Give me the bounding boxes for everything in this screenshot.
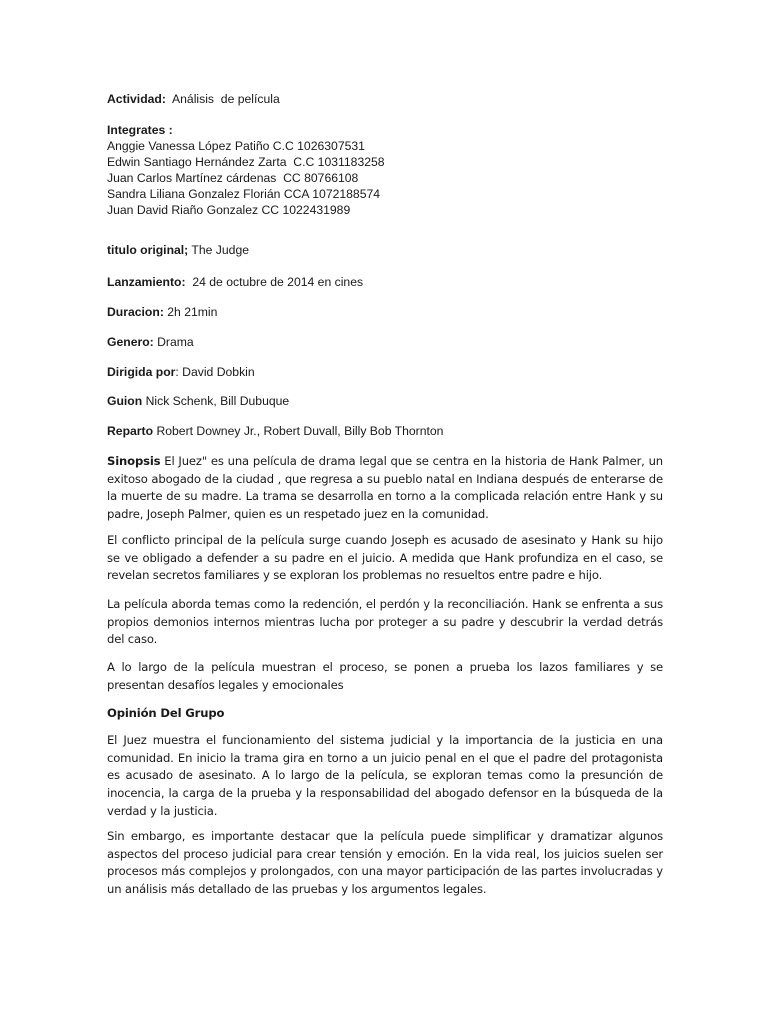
dirigida-line [107, 364, 663, 380]
reparto-label: Reparto [107, 424, 154, 438]
genero-label: Genero: [107, 335, 154, 349]
member-item: Anggie Vanessa López Patiño C.C 1026307531 [107, 139, 365, 153]
lanzamiento-value: 24 de octubre de 2014 en cines [185, 275, 364, 289]
duracion-value: 2h 21min [163, 305, 218, 319]
integrantes-section [107, 122, 663, 218]
actividad-label: Actividad: [107, 92, 166, 106]
titulo-value: The Judge [188, 243, 250, 257]
guion-label: Guion [107, 394, 143, 408]
lanzamiento-line [107, 274, 663, 290]
sinopsis-label: Sinopsis [107, 454, 161, 468]
titulo-line [107, 242, 663, 258]
opinion-paragraph-1: El Juez muestra el funcionamiento del sistema judicial y la importancia de la justicia en una comunidad. En inicio la trama gira en torno a un juicio penal en el que el padre del protagonista es acusado de asesinato. A lo largo de la película, se exploran temas como la presunción de inocencia, la carga de la prueba y la responsabilidad del abogado defensor en la búsqueda de la verdad y la justicia. [107, 733, 663, 818]
reparto-line [107, 423, 663, 439]
guion-value: Nick Schenk, Bill Dubuque [142, 394, 290, 408]
reparto-value: Robert Downey Jr., Robert Duvall, Billy Bob Thornton [153, 424, 444, 438]
sinopsis-paragraph [107, 453, 663, 524]
sinopsis-paragraph-3: La película aborda temas como la redención, el perdón y la reconciliación. Hank se enfrenta a sus propios demonios internos mientras lucha por proteger a su padre y descubrir la verdad detrás del caso. [107, 597, 663, 647]
dirigida-value: : David Dobkin [175, 365, 255, 379]
dirigida-label: Dirigida por [107, 365, 176, 379]
sinopsis-paragraph-2: El conflicto principal de la película surge cuando Joseph es acusado de asesinato y Hank su hijo se ve obligado a defender a su padre en el juicio. A medida que Hank profundiza en el caso, se revelan secretos familiares y se exploran los problemas no resueltos entre padre e hijo. [107, 533, 663, 583]
actividad-line [107, 91, 663, 107]
sinopsis-paragraph-4: A lo largo de la película muestran el proceso, se ponen a prueba los lazos familiares y se presentan desafíos legales y emocionales [107, 660, 663, 692]
actividad-value: Análisis de película [165, 92, 280, 106]
genero-value: Drama [153, 335, 194, 349]
duracion-label: Duracion: [107, 305, 164, 319]
member-item: Juan David Riaño Gonzalez CC 1022431989 [107, 203, 351, 217]
member-item: Sandra Liliana Gonzalez Florián CCA 1072188574 [107, 187, 381, 201]
member-item: Juan Carlos Martínez cárdenas CC 80766108 [107, 171, 359, 185]
titulo-label: titulo original; [107, 243, 189, 257]
member-item: Edwin Santiago Hernández Zarta C.C 1031183258 [107, 155, 385, 169]
genero-line [107, 334, 663, 350]
opinion-paragraph-2: Sin embargo, es importante destacar que la película puede simplificar y dramatizar algunos aspectos del proceso judicial para crear tensión y emoción. En la vida real, los juicios suelen ser procesos más complejos y prolongados, con una mayor participación de las partes involucradas y un análisis más detallado de las pruebas y los argumentos legales. [107, 829, 663, 897]
opinion-heading: Opinión Del Grupo [107, 706, 225, 720]
duracion-line [107, 304, 663, 320]
sinopsis-text: El Juez" es una película de drama legal que se centra en la historia de Hank Palmer, un exitoso abogado de la ciudad , que regresa a su pueblo natal en Indiana después de enterarse de la muerte de su madre. La trama se desarrolla en torno a la complicada relación entre Hank y su padre, Joseph Palmer, quien es un respetado juez en la comunidad. [107, 454, 663, 522]
guion-line [107, 393, 663, 409]
lanzamiento-label: Lanzamiento: [107, 275, 186, 289]
integrantes-label: Integrates : [107, 123, 173, 137]
